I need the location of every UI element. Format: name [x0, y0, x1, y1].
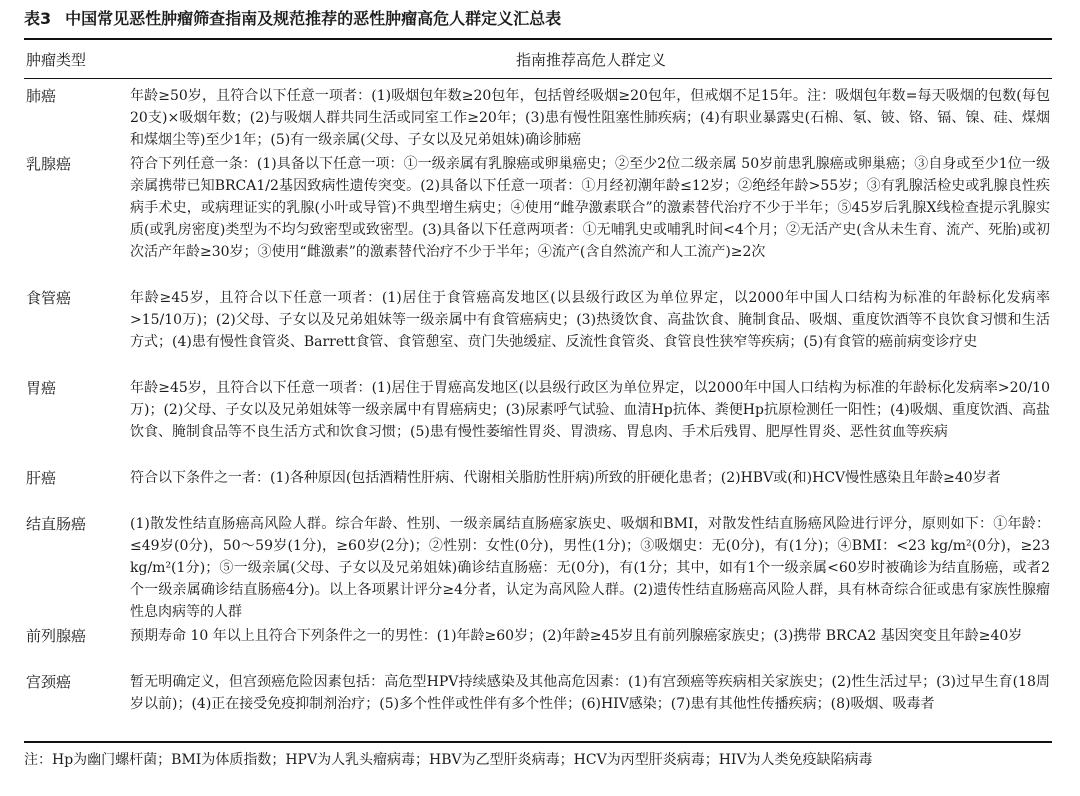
definition-lung: 年龄≥50岁，且符合以下任意一项者：(1)吸烟包年数≥20包年，包括曾经吸烟≥20包年，但戒烟不足15年。注：吸烟包年数=每天吸烟的包数(每包20支)×吸烟年数；(2)与吸烟人群共同生活或同室工作≥20年；(3)患有慢性阻塞性肺疾病；(4)有职业暴露史(石棉、氡、铍、铬、镉、镍、硅、煤烟和煤烟尘等)至少1年；(5)有一级亲属(父母、子女以及兄弟姐妹)确诊肺癌 — [130, 88, 1050, 148]
table-caption — [24, 6, 1052, 38]
table-row — [24, 467, 1052, 513]
tumor-type-cervical: 宫颈癌 — [26, 673, 72, 691]
definition-liver: 符合以下条件之一者：(1)各种原因(包括酒精性肝病、代谢相关脂肪性肝病)所致的肝硬化患者；(2)HBV或(和)HCV慢性感染且年龄≥40岁者 — [130, 470, 1001, 486]
definition-cervical: 暂无明确定义，但宫颈癌危险因素包括：高危型HPV持续感染及其他高危因素：(1)有宫颈癌等疾病相关家族史；(2)性生活过早；(3)过早生育(18周岁以前)；(4)正在接受免疫抑制剂治疗；(5)多个性伴或性伴有多个性伴；(6)HIV感染；(7)患有其他性传播疾病；(8)吸烟、吸毒者 — [130, 674, 1050, 712]
tumor-type-gastric: 胃癌 — [26, 379, 57, 397]
definition-esophageal: 年龄≥45岁，且符合以下任意一项者：(1)居住于食管癌高发地区(以县级行政区为单位界定，以2000年中国人口结构为标准的年龄标化发病率>15/10万)；(2)父母、子女以及兄弟姐妹等一级亲属中有食管癌病史；(3)热烫饮食、高盐饮食、腌制食品、吸烟、重度饮酒等不良饮食习惯和生活方式；(4)患有慢性食管炎、Barrett食管、食管憩室、贲门失弛缓症、反流性食管炎、食管良性狭窄等疾病；(5)有食管的癌前病变诊疗史 — [130, 290, 1050, 350]
tumor-type-prostate: 前列腺癌 — [26, 627, 87, 645]
table-header — [24, 40, 1052, 78]
tumor-type-colorectal: 结直肠癌 — [26, 515, 87, 533]
header-definition: 指南推荐高危人群定义 — [515, 50, 666, 69]
table-row — [24, 671, 1052, 741]
table-row — [24, 625, 1052, 671]
header-tumor-type: 肿瘤类型 — [26, 50, 87, 69]
table-title: 中国常见恶性肿瘤筛查指南及规范推荐的恶性肿瘤高危人群定义汇总表 — [65, 9, 562, 28]
table-row — [24, 513, 1052, 625]
table-note: 注：Hp为幽门螺杆菌；BMI为体质指数；HPV为人乳头瘤病毒；HBV为乙型肝炎病毒；HCV为丙型肝炎病毒；HIV为人类免疫缺陷病毒 — [24, 752, 873, 768]
definition-breast: 符合下列任意一条：(1)具备以下任意一项：①一级亲属有乳腺癌或卵巢癌史；②至少2位二级亲属 50岁前患乳腺癌或卵巢癌；③自身或至少1位一级亲属携带已知BRCA1/2基因致病性遗传突变。(2)具备以下任意一项者：①月经初潮年龄≤12岁；②绝经年龄>55岁；③有乳腺活检史或乳腺良性疾病手术史，或病理证实的乳腺(小叶或导管)不典型增生病史；④使用“雌孕激素联合”的激素替代治疗不少于半年；⑤45岁后乳腺X线检查提示乳腺实质(或乳房密度)类型为不均匀致密型或致密型。(3)具备以下任意两项者：①无哺乳史或哺乳时间<4个月；②无活产史(含从未生育、流产、死胎)或初次活产年龄≥30岁；③使用“雌激素”的激素替代治疗不少于半年；④流产(含自然流产和人工流产)≥2次 — [130, 156, 1050, 260]
table-row — [24, 287, 1052, 377]
table-row — [24, 85, 1052, 153]
table-body — [24, 79, 1052, 741]
table-number: 表3 — [24, 9, 52, 28]
definition-gastric: 年龄≥45岁，且符合以下任意一项者：(1)居住于胃癌高发地区(以县级行政区为单位界定，以2000年中国人口结构为标准的年龄标化发病率>20/10万)；(2)父母、子女以及兄弟姐妹等一级亲属中有胃癌病史；(3)尿素呼气试验、血清Hp抗体、粪便Hp抗原检测任一阳性；(4)吸烟、重度饮酒、高盐饮食、腌制食品等不良生活方式和饮食习惯；(5)患有慢性萎缩性胃炎、胃溃疡、胃息肉、手术后残胃、肥厚性胃炎、恶性贫血等疾病 — [130, 380, 1050, 440]
tumor-type-liver: 肝癌 — [26, 469, 57, 487]
tumor-type-esophageal: 食管癌 — [26, 289, 72, 307]
definition-colorectal: (1)散发性结直肠癌高风险人群。综合年龄、性别、一级亲属结直肠癌家族史、吸烟和BMI，对散发性结直肠癌风险进行评分，原则如下：①年龄：≤49岁(0分)，50～59岁(1分)，≥60岁(2分)；②性别：女性(0分)，男性(1分)；③吸烟史：无(0分)，有(1分)；④BMI：<23 kg/m²(0分)，≥23 kg/m²(1分)；⑤一级亲属(父母、子女以及兄弟姐妹)确诊结直肠癌：无(0分)，有(1分；其中，如有1个一级亲属<60岁时被确诊为结直肠癌，或者2个一级亲属确诊结直肠癌4分)。以上各项累计评分≥4分者，认定为高风险人群。(2)遗传性结直肠癌高风险人群，具有林奇综合征或患有家族性腺瘤性息肉病等的人群 — [130, 516, 1050, 620]
tumor-type-breast: 乳腺癌 — [26, 155, 72, 173]
table-row — [24, 153, 1052, 287]
tumor-type-lung: 肺癌 — [26, 87, 57, 105]
table-row — [24, 377, 1052, 467]
definition-prostate: 预期寿命 10 年以上且符合下列条件之一的男性：(1)年龄≥60岁；(2)年龄≥45岁且有前列腺癌家族史；(3)携带 BRCA2 基因突变且年龄≥40岁 — [130, 628, 1023, 644]
